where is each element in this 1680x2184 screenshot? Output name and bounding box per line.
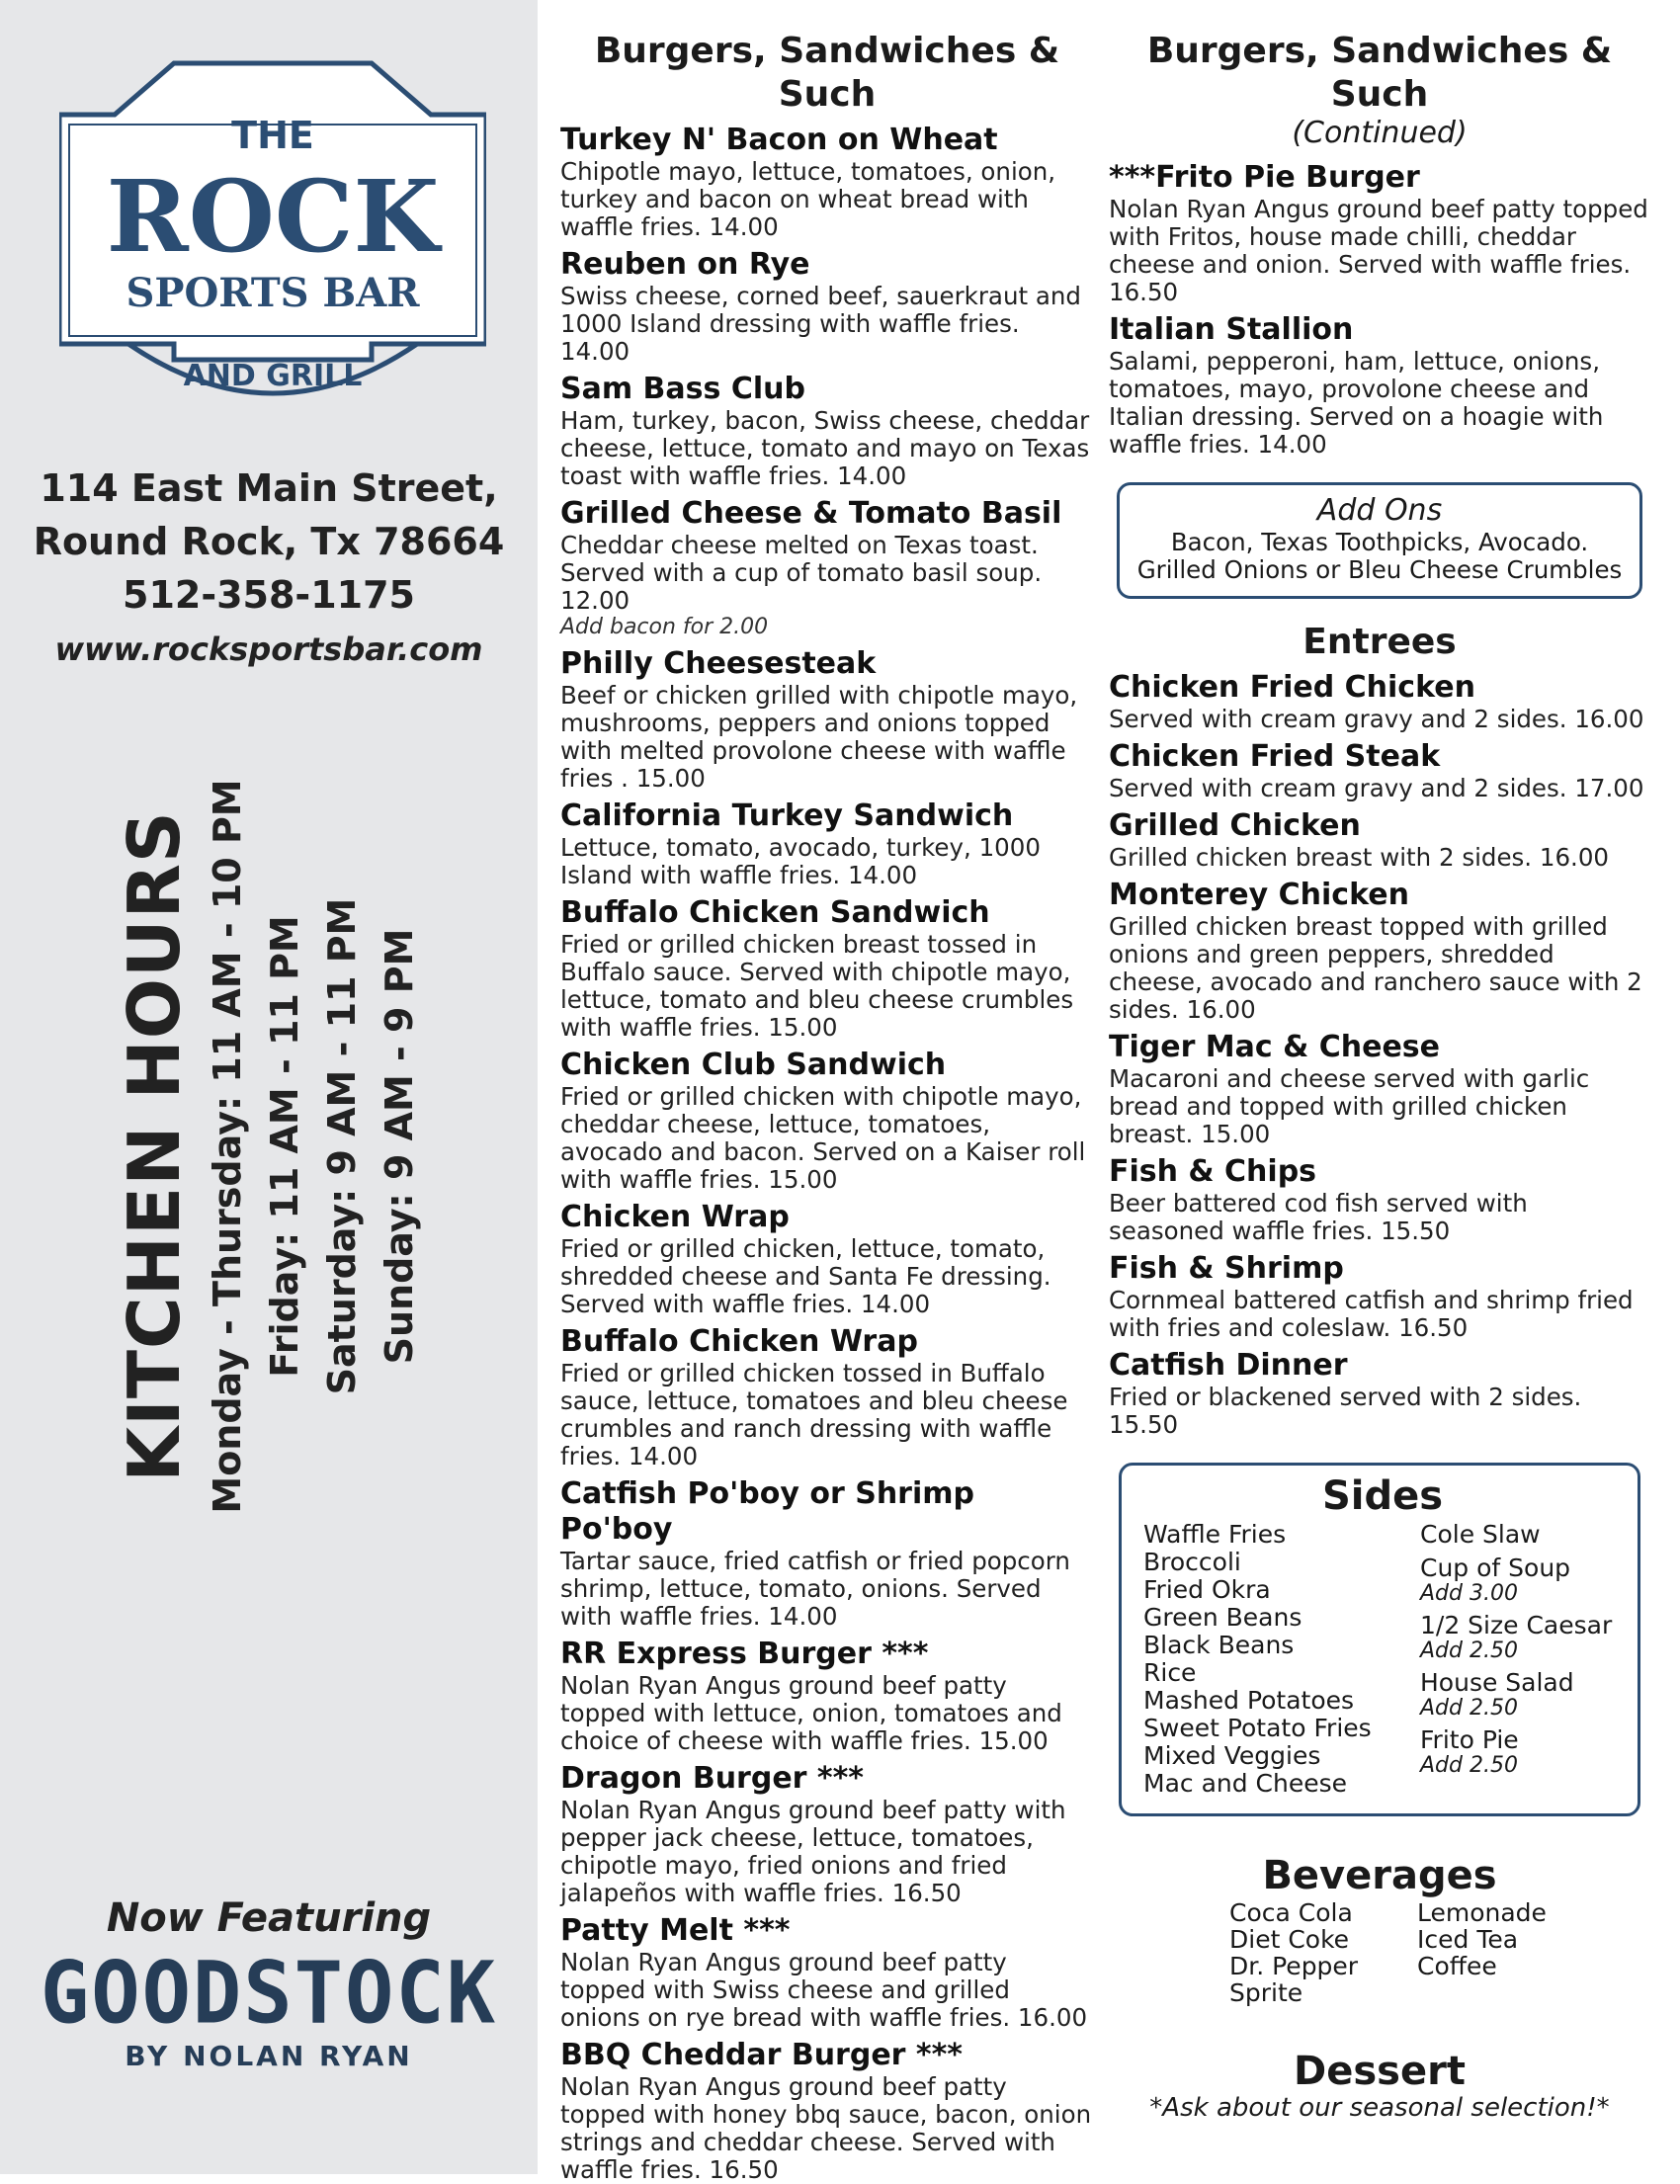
add-ons-line-2: Grilled Onions or Bleu Cheese Crumbles	[1136, 555, 1623, 584]
beverage-item: Iced Tea	[1417, 1925, 1519, 1954]
menu-item	[560, 1761, 1094, 1907]
menu-item	[560, 1476, 1094, 1631]
right-column	[1109, 30, 1650, 2123]
side-item: Mashed Potatoes	[1143, 1686, 1355, 1715]
beverages-left-list	[1229, 1899, 1417, 2006]
menu-item-name: Fish & Chips	[1109, 1154, 1317, 1189]
menu-item-name: Buffalo Chicken Wrap	[560, 1324, 918, 1359]
menu-item	[560, 372, 1094, 490]
beverage-item: Lemonade	[1417, 1898, 1547, 1927]
sidebar	[0, 0, 538, 2174]
menu-item-description: Tartar sauce, fried catfish or fried popcorn shrimp, lettuce, tomato, onions. Served with waffle fries. 14.00	[560, 1547, 1070, 1631]
menu-item-name: Italian Stallion	[1109, 312, 1354, 347]
menu-item-name: Catfish Dinner	[1109, 1348, 1348, 1383]
beverage-item: Coffee	[1417, 1952, 1497, 1980]
logo-the: THE	[231, 114, 314, 157]
beverages-title: Beverages	[1262, 1853, 1497, 1898]
sides-right-list	[1420, 1521, 1622, 1798]
menu-item-description: Salami, pepperoni, ham, lettuce, onions, tomatoes, mayo, provolone cheese and Italian dressing. Served on a hoagie with waffle fries. 14.00	[1109, 347, 1604, 459]
menu-item-name: Chicken Fried Steak	[1109, 739, 1441, 774]
menu-item	[1109, 160, 1650, 306]
side-item: Broccoli	[1143, 1548, 1241, 1576]
address-line-2: Round Rock, Tx 78664	[33, 520, 505, 563]
phone-number[interactable]: 512-358-1175	[123, 573, 415, 617]
goodstock-logo: GOODSTOCK	[40, 1944, 498, 2044]
menu-item-name: Grilled Chicken	[1109, 808, 1361, 843]
side-item: Rice	[1143, 1658, 1197, 1687]
menu-item-name: Fish & Shrimp	[1109, 1251, 1344, 1286]
menu-item-description: Fried or grilled chicken breast tossed in Buffalo sauce. Served with chipotle mayo, lettuce, tomato and bleu cheese crumbles with waffle fries. 15.00	[560, 930, 1074, 1042]
side-add-price: Add 2.50	[1420, 1753, 1518, 1778]
now-featuring: Now Featuring	[106, 1895, 432, 1941]
beverage-item: Dr. Pepper	[1229, 1952, 1359, 1980]
address-line-1: 114 East Main Street,	[40, 466, 498, 510]
menu-item-description: Chipotle mayo, lettuce, tomatoes, onion, turkey and bacon on wheat bread with waffle fries. 14.00	[560, 157, 1056, 241]
beverage-item: Sprite	[1229, 1978, 1303, 2007]
hours-friday: Friday: 11 AM - 11 PM	[263, 915, 306, 1378]
menu-item	[1109, 878, 1650, 1024]
menu-item-name: Chicken Wrap	[560, 1200, 790, 1234]
burgers-column	[560, 30, 1094, 2184]
sides-box	[1119, 1463, 1640, 1816]
side-add-price: Add 2.50	[1420, 1696, 1518, 1721]
website-link[interactable]: www.rocksportsbar.com	[54, 630, 483, 668]
section-title-burgers-continued: Burgers, Sandwiches & Such	[1146, 31, 1613, 115]
menu-item-description: Ham, turkey, bacon, Swiss cheese, cheddar cheese, lettuce, tomato and mayo on Texas toast with waffle fries. 14.00	[560, 406, 1090, 490]
menu-item-description: Served with cream gravy and 2 sides. 17.00	[1109, 774, 1644, 802]
menu-item	[560, 123, 1094, 241]
menu-item-name: Philly Cheesesteak	[560, 646, 877, 681]
menu-item-name: California Turkey Sandwich	[560, 798, 1014, 833]
menu-item	[560, 1200, 1094, 1318]
menu-item	[1109, 1251, 1650, 1342]
add-ons-title: Add Ons	[1316, 493, 1443, 528]
burgers-continued-list	[1109, 160, 1650, 459]
menu-item-description: Beef or chicken grilled with chipotle mayo, mushrooms, peppers and onions topped with melted provolone cheese with waffle fries . 15.00	[560, 681, 1078, 793]
menu-item	[1109, 739, 1650, 802]
side-item: Waffle Fries	[1143, 1520, 1287, 1549]
side-add-price: Add 3.00	[1420, 1581, 1518, 1606]
menu-item	[560, 496, 1094, 640]
menu-item-description: Nolan Ryan Angus ground beef patty topped with Fritos, house made chilli, cheddar cheese and onion. Served with waffle fries. 16.50	[1109, 195, 1648, 306]
menu-item	[1109, 1348, 1650, 1439]
section-subtitle-continued: (Continued)	[1292, 116, 1468, 150]
menu-item-name: Catfish Po'boy or Shrimp Po'boy	[560, 1476, 974, 1547]
by-nolan-ryan: BY NOLAN RYAN	[125, 2040, 413, 2072]
side-item: Mac and Cheese	[1143, 1769, 1348, 1798]
menu-item-name: Buffalo Chicken Sandwich	[560, 895, 990, 930]
logo-and-grill: AND GRILL	[183, 359, 363, 393]
menu-item	[560, 2038, 1094, 2184]
menu-item-name: Chicken Fried Chicken	[1109, 670, 1475, 705]
menu-item-name: Dragon Burger ***	[560, 1761, 864, 1796]
menu-item	[560, 1913, 1094, 2032]
logo-sports-bar: SPORTS BAR	[126, 270, 420, 316]
menu-item	[1109, 1154, 1650, 1245]
menu-item-description: Swiss cheese, corned beef, sauerkraut and 1000 Island dressing with waffle fries. 14.00	[560, 282, 1081, 366]
side-item: Frito Pie	[1420, 1725, 1519, 1754]
menu-item-name: Reuben on Rye	[560, 247, 810, 282]
menu-item-description: Fried or blackened served with 2 sides. 15.50	[1109, 1383, 1582, 1439]
menu-item-description: Nolan Ryan Angus ground beef patty topped with honey bbq sauce, bacon, onion strings and cheddar cheese. Served with waffle fries. 16.50	[560, 2072, 1092, 2184]
burgers-list	[560, 123, 1094, 2184]
menu-item-name: Patty Melt ***	[560, 1913, 791, 1948]
side-item: Black Beans	[1143, 1631, 1295, 1659]
section-title-entrees: Entrees	[1302, 622, 1457, 662]
beverages-right-list	[1417, 1899, 1547, 2006]
menu-item-name: Tiger Mac & Cheese	[1109, 1030, 1441, 1064]
add-ons-line-1: Bacon, Texas Toothpicks, Avocado.	[1170, 528, 1589, 556]
menu-item-description: Served with cream gravy and 2 sides. 16.00	[1109, 705, 1644, 733]
menu-item-name: Grilled Cheese & Tomato Basil	[560, 496, 1062, 531]
sides-title: Sides	[1321, 1473, 1444, 1519]
beverage-item: Diet Coke	[1229, 1925, 1350, 1954]
menu-item	[1109, 1030, 1650, 1148]
side-item: House Salad	[1420, 1668, 1574, 1697]
menu-item	[560, 1048, 1094, 1194]
menu-item-name: Chicken Club Sandwich	[560, 1048, 947, 1082]
menu-item	[560, 798, 1094, 889]
menu-item	[560, 1637, 1094, 1755]
menu-item	[560, 247, 1094, 366]
menu-item-description: Nolan Ryan Angus ground beef patty with pepper jack cheese, lettuce, tomatoes, chipotle mayo, fried onions and fried jalapeños with waffle fries. 16.50	[560, 1796, 1066, 1907]
menu-item-extra: Add bacon for 2.00	[560, 615, 769, 639]
menu-item-name: BBQ Cheddar Burger ***	[560, 2038, 963, 2072]
menu-item-description: Nolan Ryan Angus ground beef patty topped with Swiss cheese and grilled onions on rye bread with waffle fries. 16.00	[560, 1948, 1088, 2032]
menu-item-description: Beer battered cod fish served with seasoned waffle fries. 15.50	[1109, 1189, 1528, 1245]
menu-item	[1109, 312, 1650, 459]
hours-sunday: Sunday: 9 AM - 9 PM	[378, 928, 421, 1365]
hours-saturday: Saturday: 9 AM - 11 PM	[320, 897, 364, 1395]
kitchen-hours-title: KITCHEN HOURS	[113, 810, 196, 1482]
menu-item-description: Grilled chicken breast topped with grilled onions and green peppers, shredded cheese, avocado and ranchero sauce with 2 sides. 16.00	[1109, 912, 1642, 1024]
menu-item-description: Fried or grilled chicken tossed in Buffalo sauce, lettuce, tomatoes and bleu cheese crumbles and ranch dressing with waffle fries. 14.00	[560, 1359, 1068, 1470]
section-title-burgers: Burgers, Sandwiches & Such	[594, 31, 1060, 115]
side-item: Green Beans	[1143, 1603, 1302, 1632]
menu-item-description: Fried or grilled chicken with chipotle mayo, cheddar cheese, lettuce, tomatoes, avocado and bacon. Served on a Kaiser roll with waffle fries. 15.00	[560, 1082, 1086, 1194]
menu-item	[1109, 670, 1650, 733]
menu-item-description: Nolan Ryan Angus ground beef patty topped with lettuce, onion, tomatoes and choice of cheese with waffle fries. 15.00	[560, 1671, 1062, 1755]
side-item: Sweet Potato Fries	[1143, 1714, 1372, 1742]
rock-sports-bar-logo	[59, 57, 486, 418]
menu-item	[560, 646, 1094, 793]
hours-mon-thu: Monday - Thursday: 11 AM - 10 PM	[206, 779, 249, 1514]
menu-item	[1109, 808, 1650, 872]
menu-item	[560, 895, 1094, 1042]
menu-item-name: Monterey Chicken	[1109, 878, 1409, 912]
side-item: Cole Slaw	[1420, 1520, 1541, 1549]
side-item: Fried Okra	[1143, 1575, 1271, 1604]
menu-item-name: Turkey N' Bacon on Wheat	[560, 123, 998, 157]
menu-item	[560, 1324, 1094, 1470]
sides-left-list	[1143, 1521, 1420, 1798]
entrees-list	[1109, 670, 1650, 1439]
side-item: 1/2 Size Caesar	[1420, 1611, 1613, 1639]
menu-item-description: Lettuce, tomato, avocado, turkey, 1000 Island with waffle fries. 14.00	[560, 833, 1041, 889]
beverage-item: Coca Cola	[1229, 1898, 1353, 1927]
side-item: Cup of Soup	[1420, 1554, 1571, 1582]
menu-item-description: Macaroni and cheese served with garlic bread and topped with grilled chicken breast. 15.00	[1109, 1064, 1590, 1148]
dessert-note: *Ask about our seasonal selection!*	[1149, 2093, 1610, 2123]
menu-item-description: Grilled chicken breast with 2 sides. 16.00	[1109, 843, 1610, 872]
side-add-price: Add 2.50	[1420, 1638, 1518, 1663]
menu-item-name: Sam Bass Club	[560, 372, 805, 406]
dessert-title: Dessert	[1294, 2049, 1466, 2094]
menu-item-name: ***Frito Pie Burger	[1109, 160, 1420, 195]
side-item: Mixed Veggies	[1143, 1741, 1321, 1770]
add-ons-box	[1117, 482, 1642, 599]
logo-rock: ROCK	[106, 158, 440, 275]
menu-item-description: Cheddar cheese melted on Texas toast. Served with a cup of tomato basil soup. 12.00	[560, 531, 1043, 615]
menu-item-name: RR Express Burger ***	[560, 1637, 929, 1671]
menu-item-description: Fried or grilled chicken, lettuce, tomato, shredded cheese and Santa Fe dressing. Served with waffle fries. 14.00	[560, 1234, 1051, 1318]
menu-item-description: Cornmeal battered catfish and shrimp fried with fries and coleslaw. 16.50	[1109, 1286, 1634, 1342]
